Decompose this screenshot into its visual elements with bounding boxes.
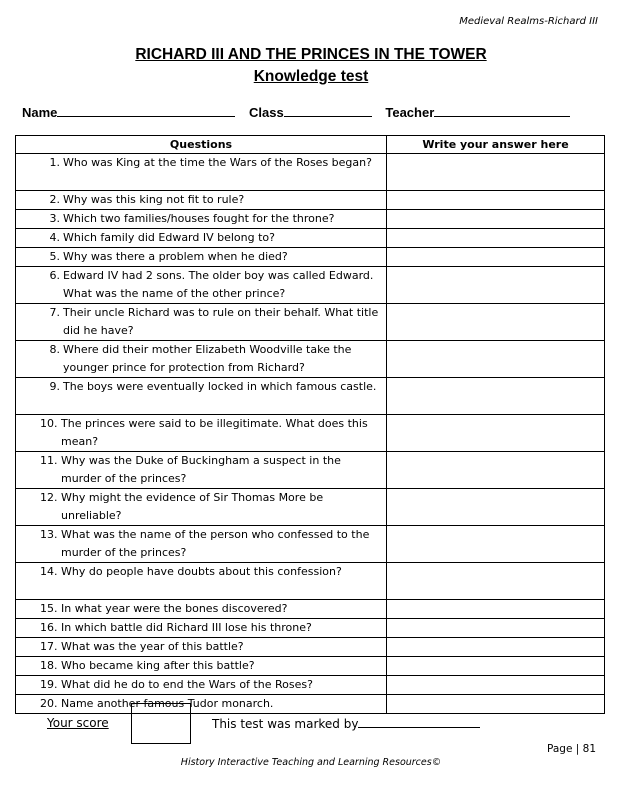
question-number: 19. xyxy=(40,678,58,691)
answer-cell[interactable] xyxy=(387,267,605,304)
answer-cell[interactable] xyxy=(387,526,605,563)
footer-credit: History Interactive Teaching and Learning Resources© xyxy=(180,757,442,768)
student-fields xyxy=(22,104,570,120)
question-text: In what year were the bones discovered? xyxy=(61,602,288,615)
marked-by-field[interactable] xyxy=(358,716,480,728)
score-label: Your score xyxy=(47,716,109,730)
answer-cell[interactable] xyxy=(387,563,605,600)
question-number: 11. xyxy=(40,454,58,467)
question-cell xyxy=(16,563,387,600)
question-number: 4. xyxy=(49,231,60,244)
question-cell xyxy=(16,229,387,248)
question-text: In which battle did Richard III lose his throne? xyxy=(61,621,312,634)
question-cell xyxy=(16,452,387,489)
table-row xyxy=(16,267,605,304)
answer-cell[interactable] xyxy=(387,378,605,415)
question-cell xyxy=(16,341,387,378)
table-row xyxy=(16,248,605,267)
table-row xyxy=(16,695,605,714)
marked-by xyxy=(212,716,480,731)
question-number: 16. xyxy=(40,621,58,634)
name-field[interactable] xyxy=(57,104,235,117)
table-row xyxy=(16,489,605,526)
class-label: Class xyxy=(249,105,284,120)
question-text: Why was this king not fit to rule? xyxy=(63,193,245,206)
answer-cell[interactable] xyxy=(387,304,605,341)
question-number: 8. xyxy=(49,343,60,356)
question-number: 10. xyxy=(40,417,58,430)
answer-cell[interactable] xyxy=(387,210,605,229)
question-number: 2. xyxy=(49,193,60,206)
question-number: 20. xyxy=(40,697,58,710)
question-cell xyxy=(16,600,387,619)
answer-cell[interactable] xyxy=(387,341,605,378)
question-text: The princes were said to be illegitimate. What does this mean? xyxy=(61,417,368,448)
question-text: The boys were eventually locked in which famous castle. xyxy=(63,380,377,393)
answer-cell[interactable] xyxy=(387,489,605,526)
question-cell xyxy=(16,489,387,526)
question-text: Which two families/houses fought for the throne? xyxy=(63,212,335,225)
table-row xyxy=(16,563,605,600)
question-cell xyxy=(16,191,387,210)
question-text: Who became king after this battle? xyxy=(61,659,255,672)
score-box[interactable] xyxy=(131,703,191,744)
question-number: 5. xyxy=(49,250,60,263)
table-row xyxy=(16,191,605,210)
answer-cell[interactable] xyxy=(387,415,605,452)
table-row xyxy=(16,378,605,415)
marked-by-label: This test was marked by xyxy=(212,717,359,731)
table-row xyxy=(16,452,605,489)
question-text: Name another famous Tudor monarch. xyxy=(61,697,274,710)
answer-cell[interactable] xyxy=(387,229,605,248)
name-label: Name xyxy=(22,105,58,120)
question-cell xyxy=(16,657,387,676)
answer-cell[interactable] xyxy=(387,248,605,267)
question-text: Why was the Duke of Buckingham a suspect in the murder of the princes? xyxy=(61,454,341,485)
answer-cell[interactable] xyxy=(387,676,605,695)
answer-cell[interactable] xyxy=(387,600,605,619)
question-number: 17. xyxy=(40,640,58,653)
question-cell xyxy=(16,638,387,657)
question-cell xyxy=(16,267,387,304)
question-number: 13. xyxy=(40,528,58,541)
question-cell xyxy=(16,415,387,452)
table-row xyxy=(16,210,605,229)
answer-cell[interactable] xyxy=(387,619,605,638)
teacher-field[interactable] xyxy=(434,104,570,117)
teacher-label: Teacher xyxy=(385,105,435,120)
question-number: 12. xyxy=(40,491,58,504)
question-cell xyxy=(16,526,387,563)
question-cell xyxy=(16,304,387,341)
table-row xyxy=(16,600,605,619)
question-text: Where did their mother Elizabeth Woodville take the younger prince for protection from Richard? xyxy=(63,343,352,374)
question-text: What was the year of this battle? xyxy=(61,640,244,653)
question-number: 15. xyxy=(40,602,58,615)
question-cell xyxy=(16,378,387,415)
question-number: 6. xyxy=(49,269,60,282)
question-cell xyxy=(16,248,387,267)
question-table xyxy=(15,135,605,714)
answer-cell[interactable] xyxy=(387,154,605,191)
table-row xyxy=(16,619,605,638)
table-row xyxy=(16,341,605,378)
question-cell xyxy=(16,676,387,695)
answers-header: Write your answer here xyxy=(387,136,605,154)
question-text: Which family did Edward IV belong to? xyxy=(63,231,275,244)
question-text: Their uncle Richard was to rule on their behalf. What title did he have? xyxy=(63,306,379,337)
answer-cell[interactable] xyxy=(387,191,605,210)
question-text: Who was King at the time the Wars of the Roses began? xyxy=(63,156,372,169)
questions-header: Questions xyxy=(16,136,387,154)
answer-cell[interactable] xyxy=(387,695,605,714)
question-text: Edward IV had 2 sons. The older boy was called Edward. What was the name of the other prince? xyxy=(63,269,374,300)
answer-cell[interactable] xyxy=(387,657,605,676)
question-text: What did he do to end the Wars of the Roses? xyxy=(61,678,313,691)
question-text: Why might the evidence of Sir Thomas More be unreliable? xyxy=(61,491,324,522)
question-number: 9. xyxy=(49,380,60,393)
series-header: Medieval Realms-Richard III xyxy=(459,16,598,27)
question-cell xyxy=(16,619,387,638)
table-row xyxy=(16,638,605,657)
page-subtitle: Knowledge test xyxy=(253,68,369,85)
question-text: What was the name of the person who confessed to the murder of the princes? xyxy=(61,528,370,559)
question-text: Why was there a problem when he died? xyxy=(63,250,288,263)
table-row xyxy=(16,154,605,191)
question-cell xyxy=(16,695,387,714)
answer-cell[interactable] xyxy=(387,452,605,489)
table-row xyxy=(16,229,605,248)
table-row xyxy=(16,304,605,341)
page-title: RICHARD III AND THE PRINCES IN THE TOWER xyxy=(135,46,487,63)
page-number: Page | 81 xyxy=(547,743,596,755)
class-field[interactable] xyxy=(284,104,372,117)
question-number: 18. xyxy=(40,659,58,672)
question-number: 14. xyxy=(40,565,58,578)
table-row xyxy=(16,676,605,695)
question-cell xyxy=(16,154,387,191)
question-number: 3. xyxy=(49,212,60,225)
table-row xyxy=(16,657,605,676)
table-row xyxy=(16,415,605,452)
question-text: Why do people have doubts about this confession? xyxy=(61,565,342,578)
question-number: 1. xyxy=(49,156,60,169)
table-row xyxy=(16,526,605,563)
question-number: 7. xyxy=(49,306,60,319)
question-cell xyxy=(16,210,387,229)
answer-cell[interactable] xyxy=(387,638,605,657)
